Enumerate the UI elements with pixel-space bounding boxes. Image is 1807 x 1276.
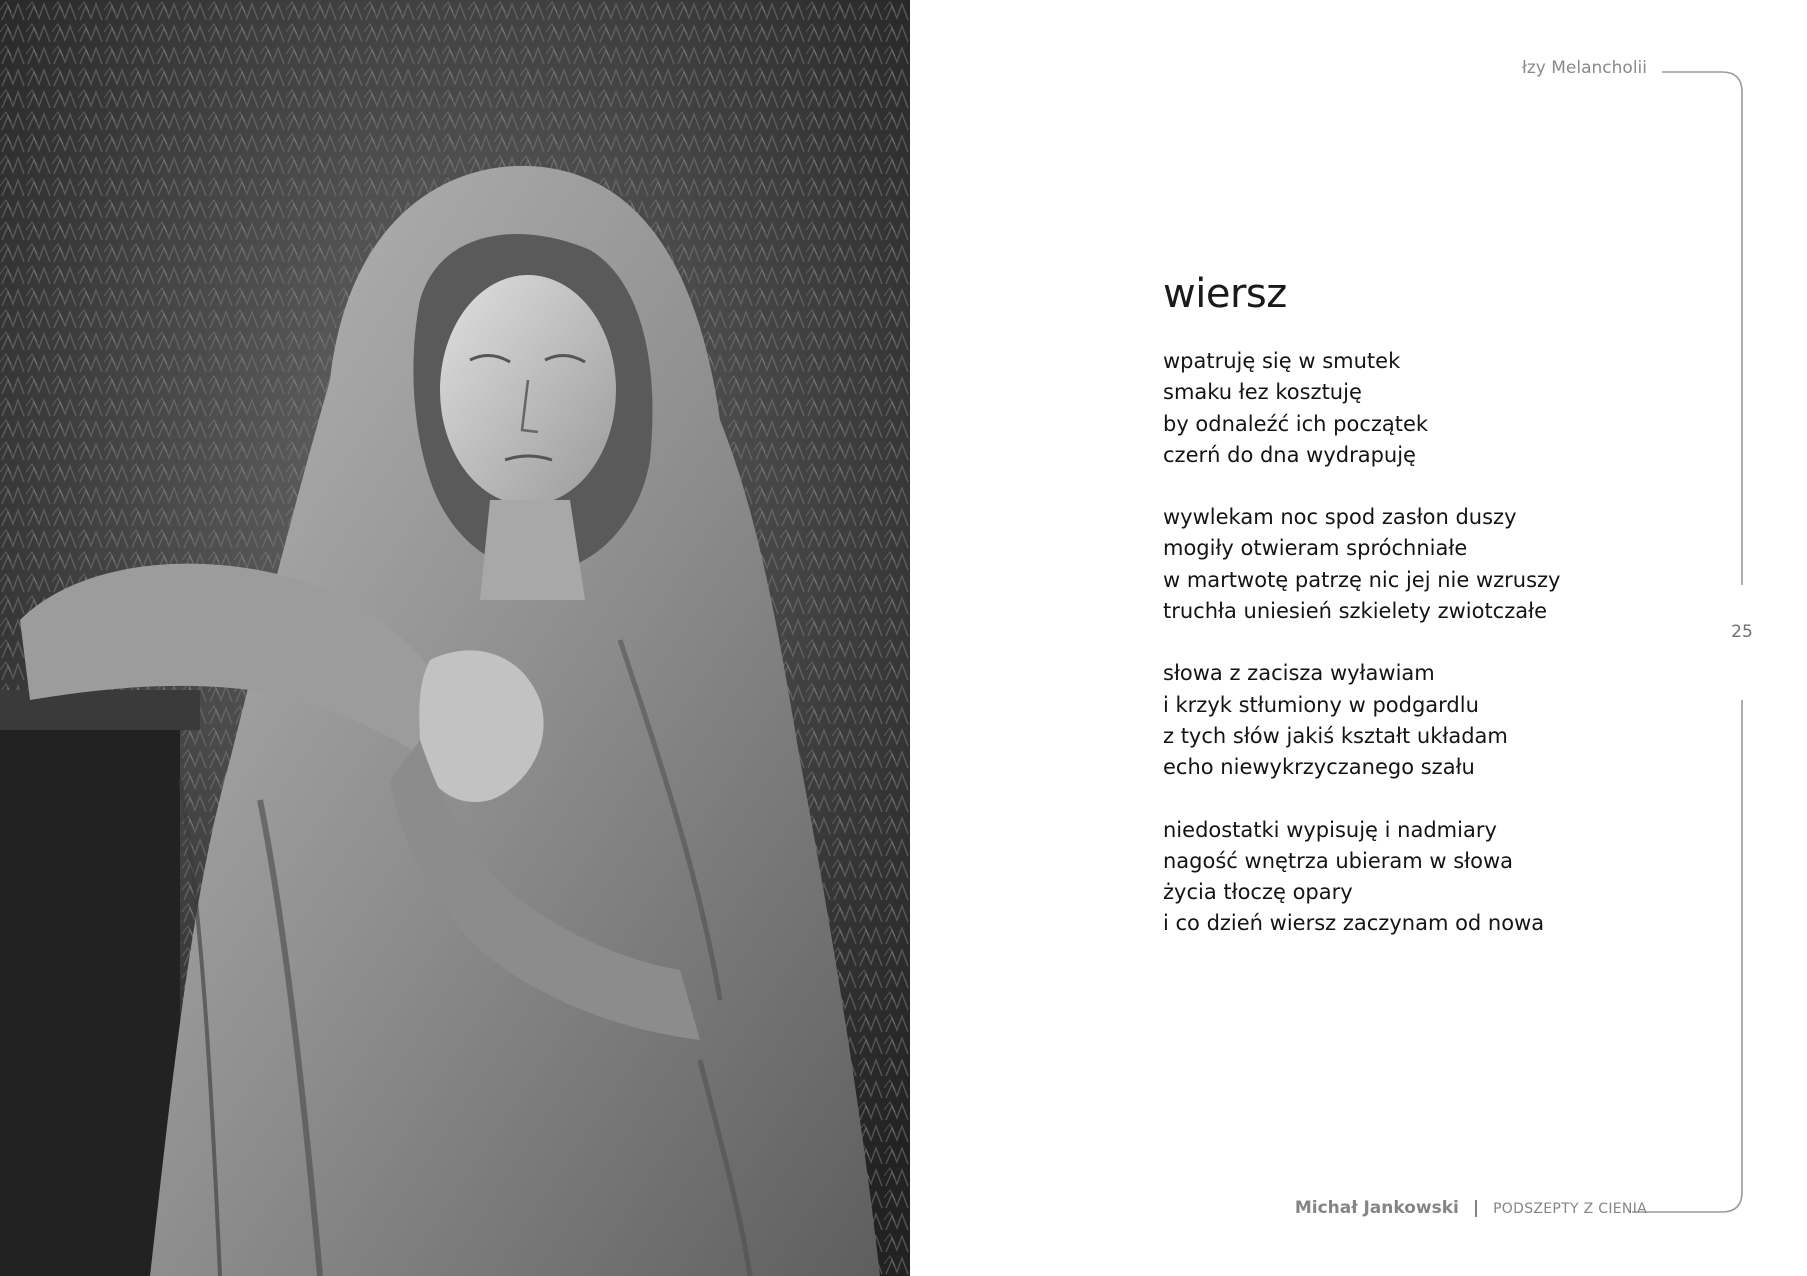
poem-title: wiersz — [1163, 271, 1287, 317]
footer-separator: | — [1472, 1198, 1480, 1218]
verse-line: smaku łez kosztuję — [1163, 380, 1362, 405]
verse-line: wywlekam noc spod zasłon duszy — [1163, 505, 1517, 530]
verse-line: z tych słów jakiś kształt układam — [1163, 723, 1508, 748]
verse-line: i krzyk stłumiony w podgardlu — [1163, 692, 1479, 717]
footer-book-title: PODSZEPTY Z CIENIA — [1493, 1201, 1647, 1217]
footer-author: Michał Jankowski — [1294, 1198, 1459, 1218]
verse-line: echo niewykrzyczanego szału — [1163, 755, 1475, 780]
verse-line: wpatruję się w smutek — [1163, 349, 1401, 373]
poem — [1163, 268, 1723, 971]
verse-line: w martwotę patrzę nic jej nie wzruszy — [1163, 567, 1561, 592]
running-head-title: łzy Melancholii — [1522, 58, 1647, 78]
page-number: 25 — [1731, 622, 1753, 642]
stanza-1 — [1163, 346, 1723, 471]
verse-line: i co dzień wiersz zaczynam od nowa — [1163, 911, 1545, 936]
verse-line: truchła uniesień szkielety zwiotczałe — [1163, 599, 1548, 624]
verse-line: słowa z zacisza wyławiam — [1163, 661, 1435, 686]
page-footer — [1295, 1198, 1647, 1218]
stanza-4 — [1163, 815, 1723, 940]
verse-line: czerń do dna wydrapuję — [1163, 442, 1416, 467]
stanza-2 — [1163, 502, 1723, 627]
stanza-3 — [1163, 658, 1723, 783]
verse-line: mogiły otwieram spróchniałe — [1163, 536, 1468, 561]
verse-line: nagość wnętrza ubieram w słowa — [1163, 848, 1514, 873]
verse-line: niedostatki wypisuję i nadmiary — [1163, 817, 1497, 842]
verse-line: życia tłoczę opary — [1163, 880, 1353, 905]
verse-line: by odnaleźć ich początek — [1163, 411, 1429, 436]
